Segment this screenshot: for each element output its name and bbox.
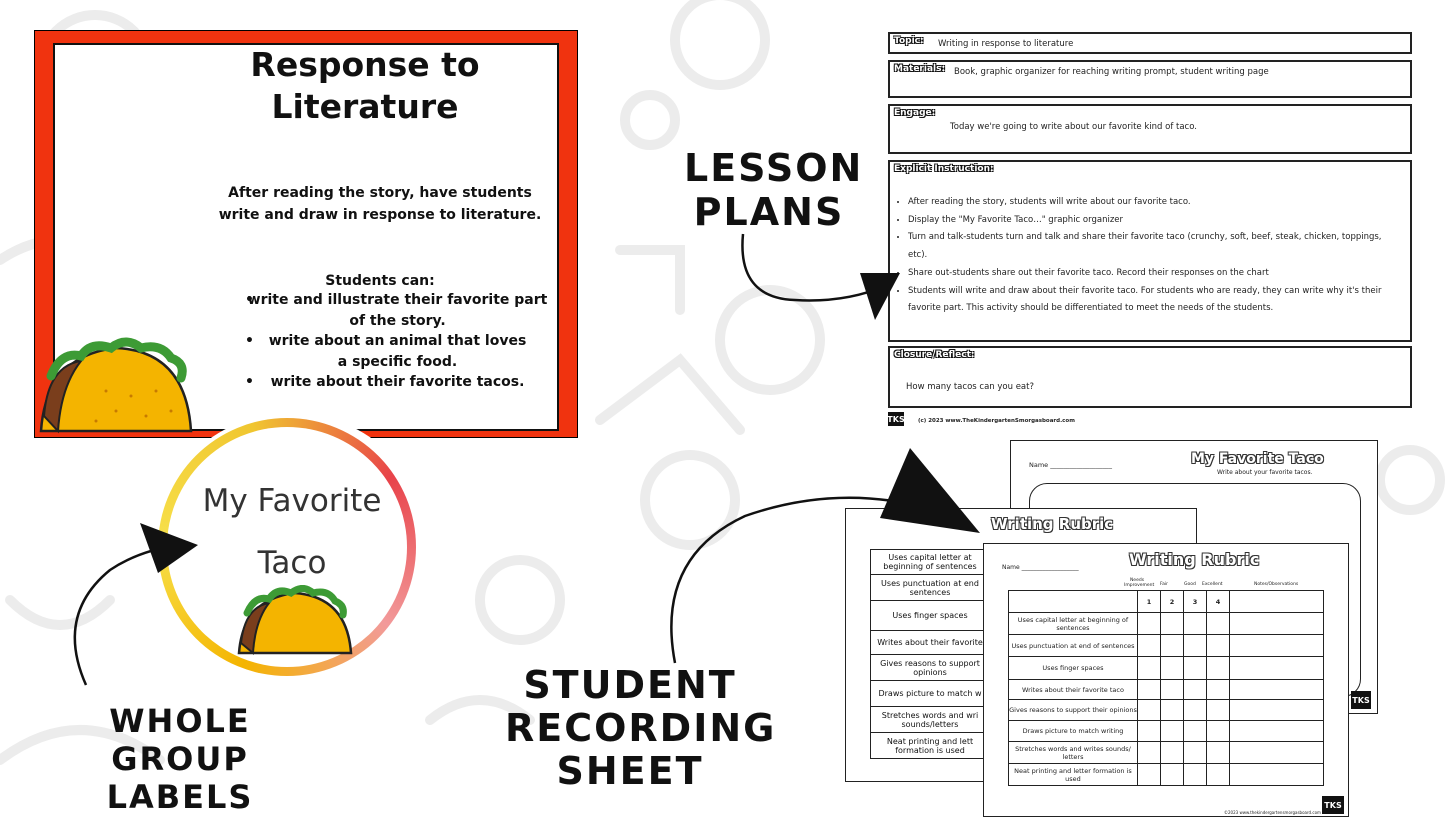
- lp-engage-box: [888, 104, 1412, 154]
- arrow-to-recording-sheet: [655, 448, 985, 668]
- caption-line: RECORDING: [505, 706, 777, 750]
- fav-name-line: Name ___________________: [1029, 461, 1112, 469]
- rubric-back-title: Writing Rubric: [991, 515, 1114, 533]
- lp-closure-box: [888, 346, 1412, 408]
- tks-logo: TKS: [1351, 691, 1371, 709]
- caption-line: LABELS: [106, 778, 254, 816]
- rubric-row-label: Stretches words and writes sounds/ letters: [1009, 742, 1138, 764]
- rubric-col-label: Notes/Observations: [1254, 582, 1299, 587]
- lp-closure-label: Closure/Reflect:: [894, 350, 975, 360]
- rubric-back-row: Gives reasons to support opinions: [870, 655, 990, 681]
- tks-logo: TKS: [888, 412, 904, 426]
- rubric-col-label: Good: [1184, 582, 1196, 587]
- rubric-score: 1: [1138, 591, 1161, 613]
- tks-logo: TKS: [1322, 796, 1344, 814]
- lp-topic-label: Topic:: [894, 36, 924, 46]
- label-line-2: Taco: [257, 545, 327, 581]
- arrow-to-label: [60, 515, 205, 690]
- label-line-1: My Favorite: [202, 483, 382, 519]
- lp-materials-label: Materials:: [894, 64, 946, 74]
- rubric-back-row: Neat printing and lett formation is used: [870, 733, 990, 759]
- rubric-row-label: Uses finger spaces: [1009, 657, 1138, 680]
- rubric-row-label: Neat printing and letter formation is used: [1009, 764, 1138, 786]
- rubric-front-title: Writing Rubric: [1129, 550, 1260, 569]
- lp-explicit-item: • Display the "My Favorite Taco…" graphic organizer: [908, 212, 1398, 230]
- caption-lesson-plans: [684, 146, 864, 234]
- rubric-table: [1008, 590, 1324, 786]
- rubric-score: 3: [1184, 591, 1207, 613]
- rubric-back-row: Writes about their favorite: [870, 631, 990, 655]
- fav-sheet-subtitle: Write about your favorite tacos.: [1217, 469, 1313, 476]
- lp-explicit-label: Explicit Instruction:: [894, 164, 994, 174]
- poster-list-item: • write and illustrate their favorite part of the story.: [245, 290, 550, 331]
- lp-explicit-box: [888, 160, 1412, 342]
- rubric-back-row: Uses punctuation at end sentences: [870, 575, 990, 601]
- rubric-name-line: Name ___________________: [1002, 564, 1079, 571]
- rubric-col-label: Needs Improvement: [1124, 578, 1155, 588]
- rubric-score: 2: [1161, 591, 1184, 613]
- lp-engage-text: Today we're going to write about our favorite kind of taco.: [950, 122, 1197, 132]
- lp-explicit-item: • After reading the story, students will write about our favorite taco.: [908, 194, 1398, 212]
- lp-materials-box: [888, 60, 1412, 98]
- taco-icon: [36, 336, 196, 438]
- lp-materials-text: Book, graphic organizer for reaching writing prompt, student writing page: [954, 67, 1269, 77]
- caption-line: PLANS: [693, 190, 845, 234]
- caption-student-recording-sheet: [505, 663, 777, 793]
- caption-whole-group-labels: [40, 702, 320, 816]
- lp-explicit-list: [898, 194, 1398, 318]
- poster-intro: [215, 182, 545, 226]
- fav-sheet-title: My Favorite Taco: [1191, 451, 1324, 467]
- rubric-sheet-front: [983, 543, 1349, 817]
- rubric-copyright: ©2023 www.thekindergartensmorgasboard.com: [1224, 810, 1321, 815]
- poster-list-item: • write about their favorite tacos.: [245, 372, 550, 393]
- rubric-col-label: Excellent: [1202, 582, 1223, 587]
- lp-explicit-item: • Students will write and draw about their favorite taco. For students who are ready, they can write why it's their favorite part. This activity should be differentiated to meet the needs of the students.: [908, 283, 1398, 318]
- lp-engage-label: Engage:: [894, 108, 936, 118]
- poster-list-item: • write about an animal that loves a specific food.: [245, 331, 550, 372]
- rubric-back-row: Draws picture to match w: [870, 681, 990, 707]
- rubric-row-label: Uses punctuation at end of sentences: [1009, 635, 1138, 657]
- lp-closure-text: How many tacos can you eat?: [906, 382, 1034, 392]
- rubric-col-label: Fair: [1160, 582, 1169, 587]
- caption-line: SHEET: [556, 749, 704, 793]
- poster-intro-text: After reading the story, have students write and draw in response to literature.: [218, 185, 542, 223]
- poster-title: Response to Literature: [250, 45, 480, 126]
- rubric-score: 4: [1207, 591, 1230, 613]
- rubric-back-row: Stretches words and wri sounds/letters: [870, 707, 990, 733]
- caption-line: STUDENT: [523, 663, 737, 707]
- arrow-to-lesson-plan: [735, 228, 905, 328]
- lp-copyright: (c) 2023 www.TheKindergartenSmorgasboard.com: [918, 418, 1075, 424]
- label-circle-text: [170, 470, 414, 594]
- rubric-back-row: Uses finger spaces: [870, 601, 990, 631]
- lp-explicit-item: • Turn and talk-students turn and talk and share their favorite taco (crunchy, soft, beef, steak, chicken, toppings, etc).: [908, 229, 1398, 264]
- caption-line: WHOLE GROUP: [109, 702, 251, 778]
- poster-students-can: Students can:: [325, 273, 435, 289]
- poster-list: [245, 290, 550, 393]
- lp-topic-box: [888, 32, 1412, 54]
- caption-line: LESSON: [684, 146, 864, 190]
- rubric-row-label: Gives reasons to support their opinions: [1009, 700, 1138, 721]
- rubric-row-label: Writes about their favorite taco: [1009, 680, 1138, 700]
- rubric-row-label: Draws picture to match writing: [1009, 721, 1138, 742]
- rubric-row-label: Uses capital letter at beginning of sentences: [1009, 613, 1138, 635]
- rubric-back-row: Uses capital letter at beginning of sentences: [870, 549, 990, 575]
- taco-icon: [235, 585, 355, 657]
- lp-explicit-item: • Share out-students share out their favorite taco. Record their responses on the chart: [908, 265, 1398, 283]
- lp-topic-text: Writing in response to literature: [938, 39, 1074, 49]
